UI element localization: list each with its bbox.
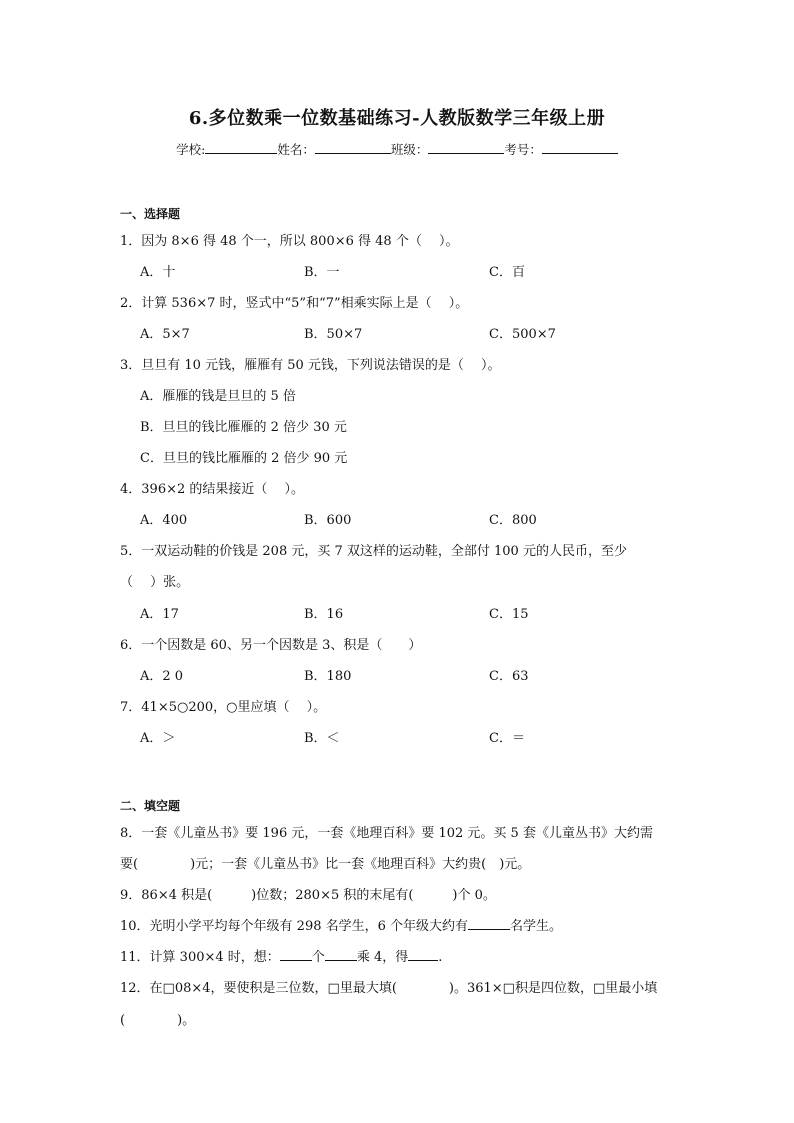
option-c[interactable]: C．百: [489, 265, 525, 280]
option-c[interactable]: C．15: [489, 607, 529, 622]
option-c[interactable]: C．800: [489, 513, 537, 528]
page-title: 6.多位数乘一位数基础练习-人教版数学三年级上册: [188, 108, 606, 129]
student-info-line: [0, 140, 794, 158]
option-a[interactable]: A．400: [140, 513, 188, 528]
option-a[interactable]: A．雁雁的钱是旦旦的 5 倍: [140, 389, 296, 404]
option-b[interactable]: B．旦旦的钱比雁雁的 2 倍少 30 元: [140, 420, 347, 435]
option-b[interactable]: B．16: [304, 607, 344, 622]
question-text-continued: （ ）张。: [120, 575, 190, 590]
question-text: 1．因为 8×6 得 48 个一，所以 800×6 得 48 个（ ）。: [120, 234, 459, 249]
school-blank[interactable]: [205, 141, 277, 154]
option-a[interactable]: A．5×7: [140, 327, 190, 342]
section-title-fill: 二、填空题: [120, 799, 181, 813]
q10-text: 10．光明小学平均每个年级有 298 名学生，6 个年级大约有: [120, 919, 469, 934]
option-b[interactable]: B．一: [304, 265, 340, 280]
q10-text-end: 名学生。: [510, 919, 563, 934]
option-b[interactable]: B．180: [304, 669, 352, 684]
option-a[interactable]: A．＞: [140, 731, 176, 746]
option-c[interactable]: C．500×7: [489, 327, 556, 342]
option-a[interactable]: A．17: [140, 607, 179, 622]
name-label: 姓名：: [277, 142, 315, 157]
section-title-choice: 一、选择题: [120, 207, 181, 221]
q11-text-end: .: [438, 950, 443, 965]
question-text: 12．在□08×4，要使积是三位数，□里最大填( )。361×□积是四位数，□里最小填: [120, 981, 658, 996]
option-a[interactable]: A．2 0: [140, 669, 184, 684]
option-b[interactable]: B．600: [304, 513, 352, 528]
option-b[interactable]: B．50×7: [304, 327, 363, 342]
exam-no-blank[interactable]: [542, 141, 618, 154]
class-blank[interactable]: [428, 141, 504, 154]
option-c[interactable]: C．63: [489, 669, 529, 684]
school-label: 学校:: [176, 142, 206, 157]
q11-text-mid: 乘 4，得: [356, 950, 409, 965]
exam-no-label: 考号：: [504, 142, 542, 157]
answer-blank[interactable]: [325, 948, 357, 961]
question-text: 7．41×5○200，○里应填（ ）。: [120, 700, 327, 715]
question-text: 9．86×4 积是( )位数；280×5 积的末尾有( )个 0。: [120, 888, 496, 903]
option-b[interactable]: B．＜: [304, 731, 340, 746]
question-text: [120, 946, 442, 965]
question-text: 8．一套《儿童丛书》要 196 元，一套《地理百科》要 102 元。买 5 套《儿童丛书》大约需: [120, 826, 653, 841]
answer-blank[interactable]: [280, 948, 312, 961]
question-text: 6．一个因数是 60、另一个因数是 3、积是（ ）: [120, 638, 422, 653]
class-label: 班级：: [390, 142, 429, 157]
q11-unit: 个: [311, 950, 325, 965]
question-text: 3．旦旦有 10 元钱，雁雁有 50 元钱，下列说法错误的是（ ）。: [120, 358, 501, 373]
option-c[interactable]: C．旦旦的钱比雁雁的 2 倍少 90 元: [140, 451, 348, 466]
answer-blank[interactable]: [408, 948, 438, 961]
question-text: 4．396×2 的结果接近（ ）。: [120, 482, 305, 497]
question-text: [120, 915, 562, 934]
question-text: 2．计算 536×7 时，竖式中“5”和“7”相乘实际上是（ ）。: [120, 296, 469, 311]
question-text: 5．一双运动鞋的价钱是 208 元，买 7 双这样的运动鞋，全部付 100 元的人民币，至少: [120, 544, 627, 559]
answer-blank[interactable]: [468, 917, 510, 930]
question-text-continued: 要( )元；一套《儿童丛书》比一套《地理百科》大约贵( )元。: [120, 857, 531, 872]
option-c[interactable]: C．＝: [489, 731, 525, 746]
q11-text: 11．计算 300×4 时，想：: [120, 950, 280, 965]
name-blank[interactable]: [315, 141, 391, 154]
option-a[interactable]: A．十: [140, 265, 176, 280]
question-text-continued: ( )。: [120, 1013, 196, 1028]
